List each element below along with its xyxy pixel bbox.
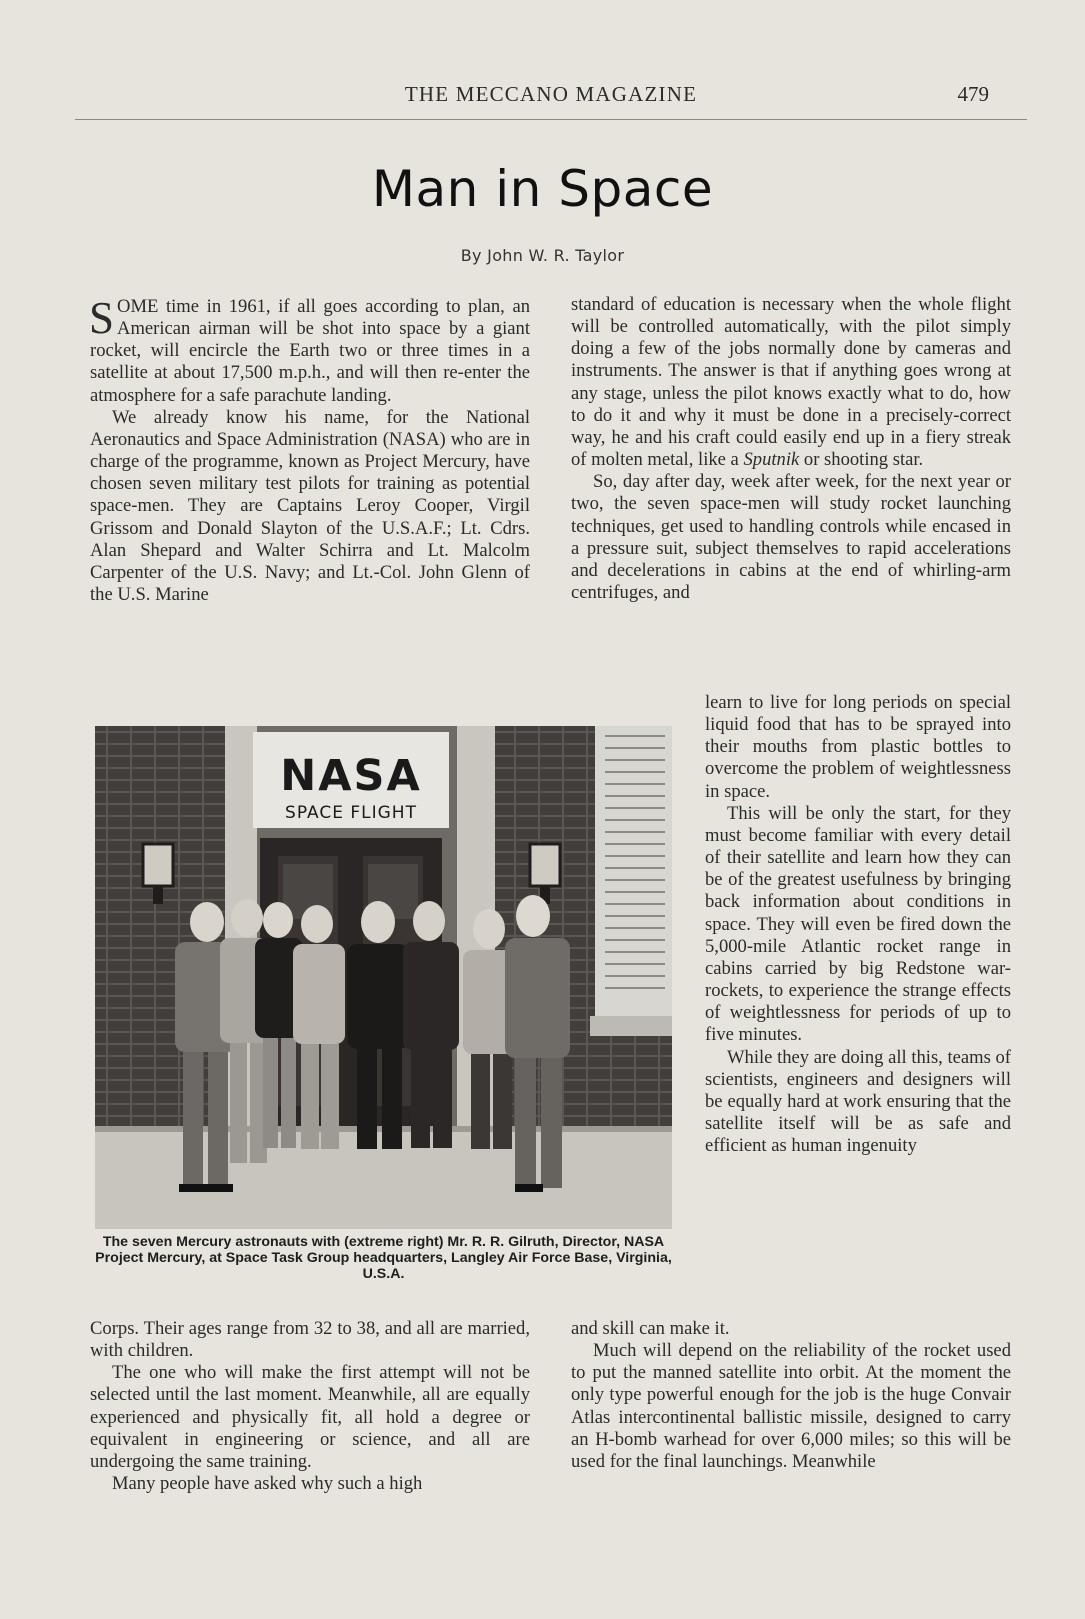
- photo-caption: The seven Mercury astronauts with (extreme right) Mr. R. R. Gilruth, Director, NASA Project Mercury, at Space Task Group headquarters, Langley Air Force Base, Virginia, U.S.A.: [95, 1234, 672, 1282]
- astronauts-photo: [95, 726, 672, 1229]
- column-right-bottom: [571, 1318, 1011, 1473]
- page-number: 479: [957, 82, 989, 106]
- photo-illustration: [95, 726, 672, 1229]
- byline: By John W. R. Taylor: [460, 246, 625, 265]
- paragraph: While they are doing all this, teams of scientists, engineers and designers will be equally hard at work ensuring that the satellite itself will be as safe and efficient as human ingenuity: [705, 1046, 1011, 1157]
- paragraph: and skill can make it.: [571, 1318, 730, 1339]
- paragraph: The one who will make the first attempt will not be selected until the last moment. Meanwhile, all are equally experienced and physically fit, all hold a degree or equivalent in engineering or science, and all are undergoing the same training.: [90, 1362, 530, 1472]
- header-rule: [75, 119, 1027, 120]
- paragraph-text: standard of education is necessary when the whole flight will be controlled automatically, with the pilot simply doing a few of the jobs normally done by cameras and instruments. The answer is that if anything goes wrong at any stage, unless the pilot knows exactly what to do, how to do it and why it must be done in a precisely-correct way, he and his craft could easily end up in a fiery streak of molten metal, like a: [571, 294, 1011, 471]
- paragraph: learn to live for long periods on special liquid food that has to be sprayed into their mouths from plastic bottles to overcome the problem of weightlessness in space.: [705, 692, 1011, 802]
- running-header: [75, 82, 1027, 110]
- paragraph: Corps. Their ages range from 32 to 38, and all are married, with children.: [90, 1318, 530, 1362]
- sign-nasa-text: NASA: [280, 751, 422, 801]
- paragraph: This will be only the start, for they must become familiar with every detail of their satellite and learn how they can be of the greatest usefulness by bringing back information about conditions in space. They will even be fired down the 5,000-mile Atlantic rocket range in cabins carried by big Redstone war-rockets, to experience the strange effects of weightlessness for periods of up to five minutes.: [705, 802, 1011, 1046]
- magazine-title: THE MECCANO MAGAZINE: [404, 82, 698, 106]
- paragraph: Many people have asked why such a high: [112, 1473, 423, 1495]
- column-left-top: [89, 293, 530, 606]
- drop-cap: S: [89, 293, 115, 343]
- sign-subtitle-text: SPACE FLIGHT: [285, 803, 417, 823]
- paragraph: [571, 294, 1011, 471]
- article-title: Man in Space: [371, 160, 714, 218]
- paragraph-text: or shooting star.: [799, 449, 924, 471]
- paragraph: So, day after day, week after week, for the next year or two, the seven space-men will study rocket launching techniques, get used to handling controls while encased in a pressure suit, subject themselves to rapid accelerations and decelerations in cabins at the end of whirling-arm centrifuges, and: [571, 471, 1011, 604]
- italic-term: Sputnik: [743, 449, 800, 471]
- column-right-narrow: [705, 692, 1011, 1157]
- column-right-top: [571, 294, 1011, 604]
- paragraph: Much will depend on the reliability of the rocket used to put the manned satellite into orbit. At the moment the only type powerful enough for the job is the huge Convair Atlas intercontinental ballistic missile, designed to carry an H-bomb warhead for over 6,000 miles; so this will be used for the final launchings. Meanwhile: [571, 1340, 1011, 1472]
- paragraph: We already know his name, for the National Aeronautics and Space Administration (NASA) who are in charge of the programme, known as Project Mercury, have chosen seven military test pilots for training as potential space-men. They are Captains Leroy Cooper, Virgil Grissom and Donald Slayton of the U.S.A.F.; Lt. Cdrs. Alan Shepard and Walter Schirra and Lt. Malcolm Carpenter of the U.S. Navy; and Lt.-Col. John Glenn of the U.S. Marine: [90, 406, 530, 606]
- column-left-bottom: [90, 1318, 530, 1495]
- paragraph-text: OME time in 1961, if all goes according to plan, an American airman will be shot into space by a giant rocket, will encircle the Earth two or three times in a satellite at about 17,500 m.p.h., and will then re-enter the atmosphere for a safe parachute landing.: [90, 296, 530, 406]
- paragraph: [89, 293, 530, 407]
